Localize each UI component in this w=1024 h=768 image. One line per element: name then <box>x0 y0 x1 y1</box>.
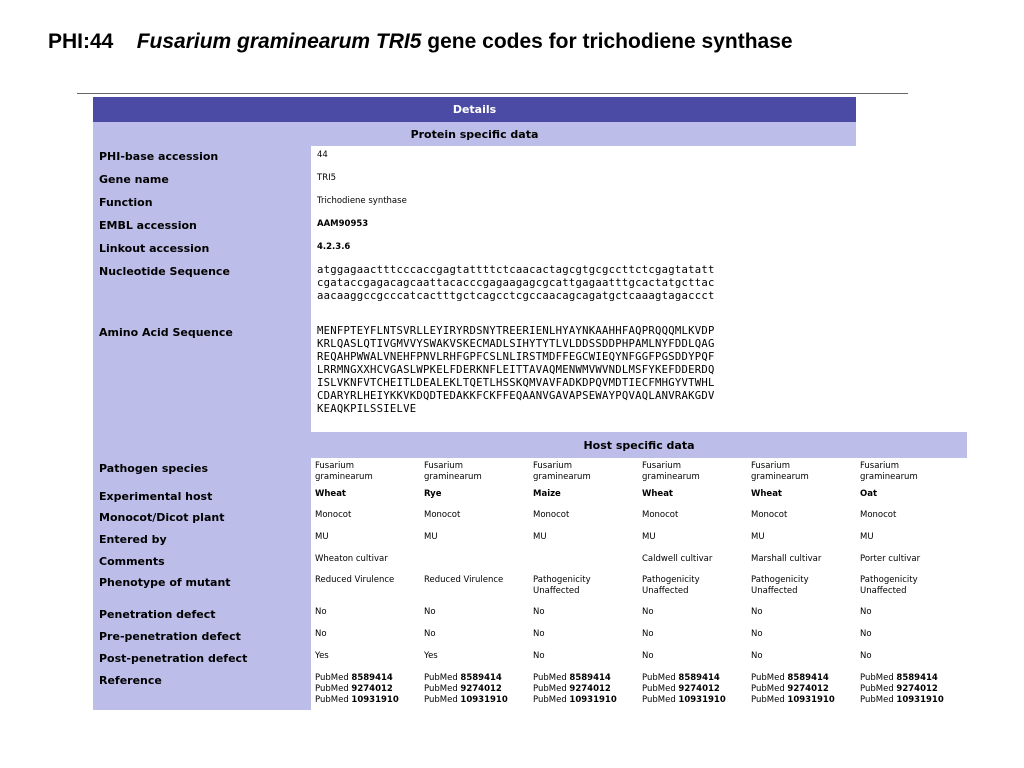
phenotype-cell <box>529 572 638 604</box>
entered-by-value: MU <box>424 532 438 542</box>
comments-row <box>93 551 967 572</box>
row-label: PHI-base accession <box>93 146 311 169</box>
post-penetration-defect-value: Yes <box>315 651 329 661</box>
reference-cell <box>311 670 420 710</box>
post-penetration-defect-cell <box>856 648 967 670</box>
phenotype-value: Pathogenicity <box>860 575 918 585</box>
row-label: Function <box>93 192 311 215</box>
penetration-defect-value: No <box>642 607 654 617</box>
entered-by-cell <box>638 529 747 551</box>
pubmed-prefix: PubMed <box>533 684 567 694</box>
pathogen-species-value: Fusarium <box>424 461 463 471</box>
pubmed-prefix: PubMed <box>751 684 785 694</box>
pubmed-reference[interactable] <box>751 695 852 706</box>
pathogen-species-value: graminearum <box>533 472 591 482</box>
phenotype-cell <box>311 572 420 604</box>
post-penetration-defect-cell <box>747 648 856 670</box>
pubmed-id[interactable]: 10931910 <box>787 695 835 705</box>
pre-penetration-defect-value: No <box>424 629 436 639</box>
row-label: Monocot/Dicot plant <box>93 507 311 529</box>
pubmed-prefix: PubMed <box>860 673 894 683</box>
phenotype-value: Pathogenicity <box>642 575 700 585</box>
phenotype-value: Reduced Virulence <box>315 575 395 585</box>
pubmed-prefix: PubMed <box>315 695 349 705</box>
sequence-line: atggagaactttcccaccgagtattttctcaacactagcgtgcgccttctcgagtatatt <box>317 264 715 276</box>
phenotype-value: Reduced Virulence <box>424 575 504 585</box>
post-penetration-defect-value: No <box>751 651 763 661</box>
experimental-host-cell <box>420 486 529 507</box>
monocot-dicot-cell <box>420 507 529 529</box>
pubmed-id[interactable]: 8589414 <box>569 673 611 683</box>
pubmed-reference[interactable] <box>860 673 963 684</box>
experimental-host-cell <box>638 486 747 507</box>
phenotype-value: Pathogenicity <box>533 575 591 585</box>
pubmed-prefix: PubMed <box>642 673 676 683</box>
details-table <box>93 97 967 710</box>
monocot-dicot-cell <box>638 507 747 529</box>
row-label: Penetration defect <box>93 604 311 626</box>
pubmed-reference[interactable] <box>642 684 743 695</box>
row-label: Entered by <box>93 529 311 551</box>
pre-penetration-defect-row <box>93 626 967 648</box>
row-label: Pathogen species <box>93 458 311 486</box>
penetration-defect-value: No <box>533 607 545 617</box>
monocot-dicot-cell <box>856 507 967 529</box>
post-penetration-defect-cell <box>529 648 638 670</box>
pubmed-id[interactable]: 10931910 <box>569 695 617 705</box>
experimental-host-cell <box>856 486 967 507</box>
pubmed-id[interactable]: 9274012 <box>569 684 611 694</box>
phenotype-cell <box>420 572 529 604</box>
entered-by-value: MU <box>315 532 329 542</box>
experimental-host-value: Rye <box>424 489 442 499</box>
pubmed-prefix: PubMed <box>424 673 458 683</box>
function-value: Trichodiene synthase <box>311 192 967 215</box>
pathogen-species-value: graminearum <box>751 472 809 482</box>
pubmed-reference[interactable] <box>751 684 852 695</box>
pubmed-id[interactable]: 10931910 <box>460 695 508 705</box>
penetration-defect-value: No <box>751 607 763 617</box>
pre-penetration-defect-cell <box>529 626 638 648</box>
entered-by-cell <box>856 529 967 551</box>
comments-value: Caldwell cultivar <box>642 554 713 564</box>
comments-cell <box>638 551 747 572</box>
pubmed-prefix: PubMed <box>533 673 567 683</box>
sequence-line: cgataccgagacagcaattacacccgagaagagcgcattgagaatttgcactatgcttac <box>317 277 715 289</box>
monocot-dicot-value: Monocot <box>315 510 352 520</box>
penetration-defect-cell <box>420 604 529 626</box>
pathogen-species-value: Fusarium <box>642 461 681 471</box>
pubmed-reference[interactable] <box>533 695 634 706</box>
pubmed-prefix: PubMed <box>751 673 785 683</box>
phenotype-cell <box>747 572 856 604</box>
row-label: Comments <box>93 551 311 572</box>
post-penetration-defect-cell <box>420 648 529 670</box>
pathogen-species-value: graminearum <box>642 472 700 482</box>
entered-by-cell <box>747 529 856 551</box>
entered-by-value: MU <box>533 532 547 542</box>
post-penetration-defect-value: No <box>642 651 654 661</box>
sequence-line: KEAQKPILSSIELVE <box>317 403 417 415</box>
pubmed-prefix: PubMed <box>642 684 676 694</box>
comments-value: Porter cultivar <box>860 554 921 564</box>
pubmed-prefix: PubMed <box>424 695 458 705</box>
pubmed-id[interactable]: 8589414 <box>678 673 720 683</box>
phi-accession-value: 44 <box>311 146 967 169</box>
pubmed-reference[interactable] <box>642 673 743 684</box>
pubmed-id[interactable]: 8589414 <box>896 673 938 683</box>
sequence-line: LRRMNGXXHCVGASLWPKELFDERKNFLEITTAVAQMENWMVWVNDLMSFYKEFDDERDQ <box>317 364 715 376</box>
pre-penetration-defect-value: No <box>860 629 872 639</box>
slide-title <box>48 30 793 54</box>
title-description: gene codes for trichodiene synthase <box>427 30 793 53</box>
pubmed-prefix: PubMed <box>860 695 894 705</box>
monocot-dicot-value: Monocot <box>860 510 897 520</box>
row-label: Reference <box>93 670 311 710</box>
pathogen-species-value: Fusarium <box>860 461 899 471</box>
penetration-defect-cell <box>529 604 638 626</box>
sequence-line: KRLQASLQTIVGMVVYSWAKVSKECMADLSIHYTYTLVLDDSSDDPHPAMLNYFDDLQAG <box>317 338 715 350</box>
comments-cell <box>311 551 420 572</box>
pubmed-id[interactable]: 9274012 <box>787 684 829 694</box>
pubmed-prefix: PubMed <box>642 695 676 705</box>
sequence-line: MENFPTEYFLNTSVRLLEYIRYRDSNYTREERIENLHYAYNKAAHHFAQPRQQQMLKVDP <box>317 325 715 337</box>
phi-id: PHI:44 <box>48 30 114 53</box>
post-penetration-defect-value: No <box>533 651 545 661</box>
entered-by-cell <box>529 529 638 551</box>
pubmed-reference[interactable] <box>315 684 416 695</box>
title-divider <box>77 93 908 94</box>
experimental-host-value: Maize <box>533 489 561 499</box>
phenotype-cell <box>638 572 747 604</box>
pubmed-reference[interactable] <box>751 673 852 684</box>
experimental-host-row <box>93 486 967 507</box>
post-penetration-defect-value: No <box>860 651 872 661</box>
pre-penetration-defect-value: No <box>315 629 327 639</box>
pubmed-reference[interactable] <box>860 684 963 695</box>
comments-cell <box>747 551 856 572</box>
amino-acid-sequence <box>311 322 967 432</box>
entered-by-value: MU <box>642 532 656 542</box>
pubmed-id[interactable]: 8589414 <box>351 673 393 683</box>
pathogen-species-cell <box>420 458 529 486</box>
pubmed-id[interactable]: 9274012 <box>896 684 938 694</box>
phenotype-value: Pathogenicity <box>751 575 809 585</box>
row-label: Experimental host <box>93 486 311 507</box>
experimental-host-value: Wheat <box>642 489 673 499</box>
experimental-host-value: Wheat <box>315 489 346 499</box>
row-label: Amino Acid Sequence <box>93 322 311 432</box>
phenotype-value: Unaffected <box>533 586 580 596</box>
gene-name-value: TRI5 <box>311 169 967 192</box>
pre-penetration-defect-cell <box>420 626 529 648</box>
pubmed-id[interactable]: 10931910 <box>351 695 399 705</box>
sequence-line: CDARYRLHEIYKKVKDQDTEDAKKFCKFFEQAANVGAVAPSEWAYPQVAQLANVRAKGDV <box>317 390 715 402</box>
reference-cell <box>420 670 529 710</box>
pre-penetration-defect-value: No <box>642 629 654 639</box>
pathogen-species-cell <box>529 458 638 486</box>
entered-by-cell <box>311 529 420 551</box>
row-label: EMBL accession <box>93 215 311 238</box>
phenotype-value: Unaffected <box>860 586 907 596</box>
reference-cell <box>638 670 747 710</box>
sequence-line: ISLVKNFVTCHEITLDEALEKLTQETLHSSKQMVAVFADKDPQVMDTIECFMHGYVTWHL <box>317 377 715 389</box>
host-data-header: Host specific data <box>311 432 967 458</box>
sequence-line: REQAHPWWALVNEHFPNVLRHFGPFCSLNLIRSTMDFFEGCWIEQYNFGGFPGSDDYPQF <box>317 351 715 363</box>
row-label: Post-penetration defect <box>93 648 311 670</box>
pathogen-species-value: Fusarium <box>751 461 790 471</box>
pubmed-prefix: PubMed <box>315 673 349 683</box>
pubmed-id[interactable]: 8589414 <box>460 673 502 683</box>
pubmed-id[interactable]: 10931910 <box>678 695 726 705</box>
reference-cell <box>529 670 638 710</box>
pre-penetration-defect-cell <box>311 626 420 648</box>
pathogen-species-row <box>93 458 967 486</box>
reference-cell <box>747 670 856 710</box>
penetration-defect-cell <box>311 604 420 626</box>
entered-by-value: MU <box>860 532 874 542</box>
pathogen-species-cell <box>638 458 747 486</box>
pathogen-species-cell <box>311 458 420 486</box>
pubmed-prefix: PubMed <box>860 684 894 694</box>
reference-cell <box>856 670 967 710</box>
monocot-dicot-value: Monocot <box>642 510 679 520</box>
monocot-dicot-cell <box>747 507 856 529</box>
title-gene: Fusarium graminearum TRI5 <box>136 30 422 53</box>
penetration-defect-row <box>93 604 967 626</box>
comments-value: Marshall cultivar <box>751 554 822 564</box>
linkout-accession-value: 4.2.3.6 <box>311 238 967 261</box>
entered-by-row <box>93 529 967 551</box>
pathogen-species-cell <box>856 458 967 486</box>
pathogen-species-value: Fusarium <box>533 461 572 471</box>
reference-row <box>93 670 967 710</box>
comments-value: Wheaton cultivar <box>315 554 388 564</box>
penetration-defect-cell <box>638 604 747 626</box>
pathogen-species-value: graminearum <box>860 472 918 482</box>
experimental-host-cell <box>747 486 856 507</box>
monocot-dicot-value: Monocot <box>424 510 461 520</box>
row-label: Phenotype of mutant <box>93 572 311 604</box>
pubmed-reference[interactable] <box>315 673 416 684</box>
experimental-host-cell <box>529 486 638 507</box>
pubmed-prefix: PubMed <box>315 684 349 694</box>
pre-penetration-defect-cell <box>638 626 747 648</box>
pathogen-species-cell <box>747 458 856 486</box>
experimental-host-value: Oat <box>860 489 878 499</box>
phenotype-value: Unaffected <box>751 586 798 596</box>
comments-cell <box>529 551 638 572</box>
pubmed-prefix: PubMed <box>424 684 458 694</box>
pubmed-reference[interactable] <box>424 673 525 684</box>
pubmed-id[interactable]: 9274012 <box>351 684 393 694</box>
protein-data-header: Protein specific data <box>93 122 856 146</box>
pubmed-id[interactable]: 9274012 <box>678 684 720 694</box>
phenotype-row <box>93 572 967 604</box>
pubmed-reference[interactable] <box>424 695 525 706</box>
pre-penetration-defect-cell <box>747 626 856 648</box>
phenotype-value: Unaffected <box>642 586 689 596</box>
row-label: Pre-penetration defect <box>93 626 311 648</box>
monocot-dicot-cell <box>311 507 420 529</box>
post-penetration-defect-row <box>93 648 967 670</box>
experimental-host-value: Wheat <box>751 489 782 499</box>
experimental-host-cell <box>311 486 420 507</box>
penetration-defect-cell <box>747 604 856 626</box>
entered-by-value: MU <box>751 532 765 542</box>
pubmed-id[interactable]: 9274012 <box>460 684 502 694</box>
penetration-defect-cell <box>856 604 967 626</box>
comments-cell <box>420 551 529 572</box>
post-penetration-defect-cell <box>311 648 420 670</box>
post-penetration-defect-cell <box>638 648 747 670</box>
pre-penetration-defect-value: No <box>751 629 763 639</box>
monocot-dicot-value: Monocot <box>751 510 788 520</box>
penetration-defect-value: No <box>860 607 872 617</box>
penetration-defect-value: No <box>315 607 327 617</box>
phenotype-cell <box>856 572 967 604</box>
post-penetration-defect-value: Yes <box>424 651 438 661</box>
pubmed-prefix: PubMed <box>533 695 567 705</box>
pubmed-prefix: PubMed <box>751 695 785 705</box>
pathogen-species-value: graminearum <box>315 472 373 482</box>
row-label: Linkout accession <box>93 238 311 261</box>
row-label: Nucleotide Sequence <box>93 261 311 322</box>
pubmed-reference[interactable] <box>315 695 416 706</box>
pubmed-id[interactable]: 8589414 <box>787 673 829 683</box>
details-header: Details <box>93 97 856 122</box>
penetration-defect-value: No <box>424 607 436 617</box>
monocot-dicot-cell <box>529 507 638 529</box>
pubmed-reference[interactable] <box>424 684 525 695</box>
comments-cell <box>856 551 967 572</box>
pubmed-reference[interactable] <box>860 695 963 706</box>
pathogen-species-value: graminearum <box>424 472 482 482</box>
monocot-dicot-row <box>93 507 967 529</box>
pathogen-species-value: Fusarium <box>315 461 354 471</box>
pubmed-id[interactable]: 10931910 <box>896 695 944 705</box>
row-label: Gene name <box>93 169 311 192</box>
pubmed-reference[interactable] <box>533 684 634 695</box>
nucleotide-sequence <box>311 261 967 322</box>
embl-accession-value: AAM90953 <box>311 215 967 238</box>
pubmed-reference[interactable] <box>642 695 743 706</box>
pre-penetration-defect-value: No <box>533 629 545 639</box>
pre-penetration-defect-cell <box>856 626 967 648</box>
sequence-line: aacaaggccgcccatcactttgctcagcctcgccaacagcagatgctcaaagtagaccct <box>317 290 715 302</box>
entered-by-cell <box>420 529 529 551</box>
pubmed-reference[interactable] <box>533 673 634 684</box>
monocot-dicot-value: Monocot <box>533 510 570 520</box>
